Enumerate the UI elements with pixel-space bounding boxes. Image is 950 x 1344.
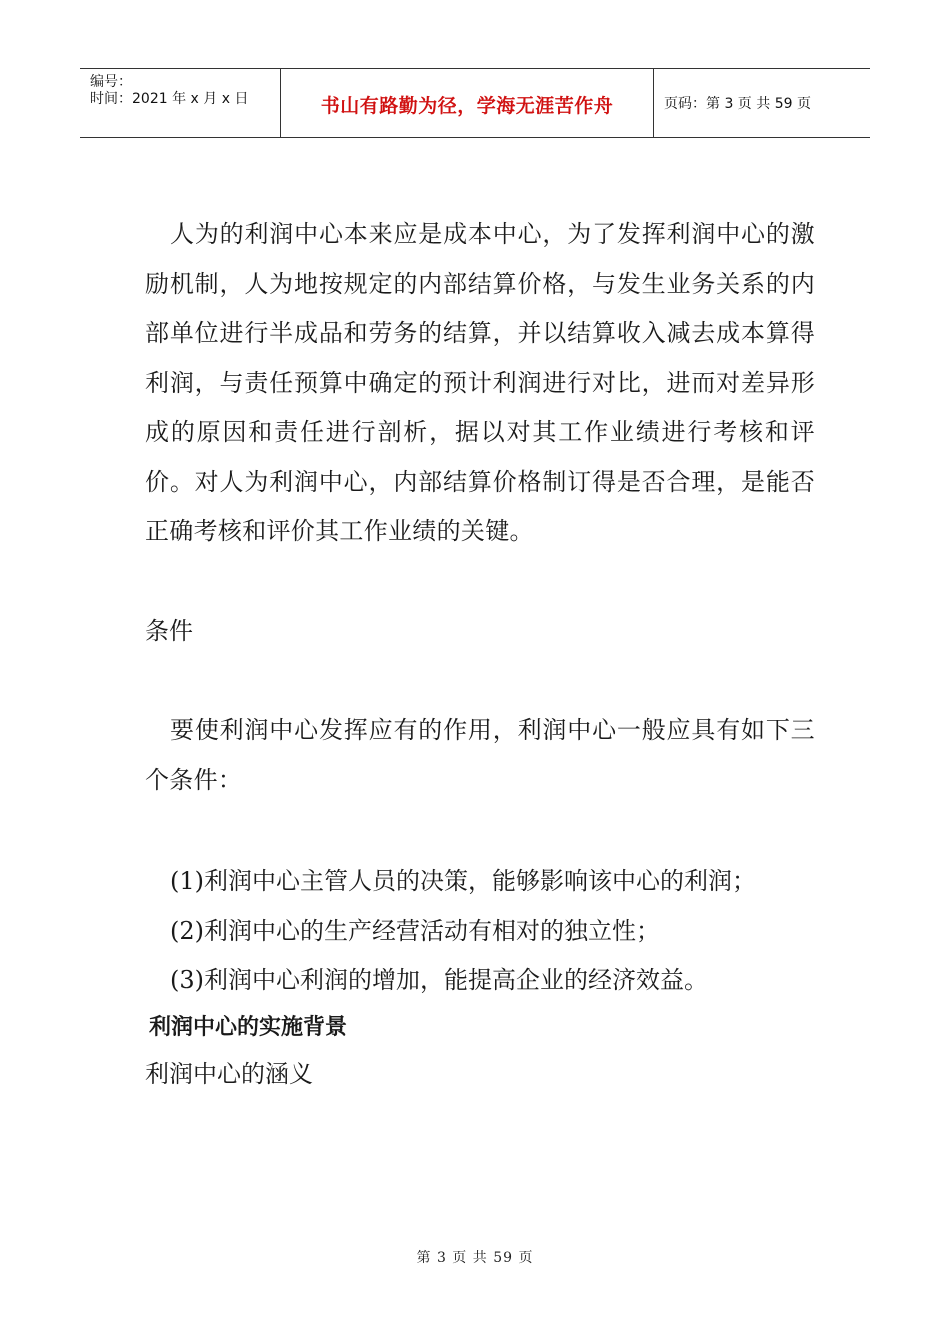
blank-line [145,805,815,857]
page-info-text: 页码：第 3 页 共 59 页 [664,96,811,112]
header-motto-cell [281,69,654,137]
heading-profit-center-meaning: 利润中心的涵义 [145,1059,313,1088]
heading-conditions: 条件 [145,616,193,645]
serial-number-label: 编号： [90,74,132,90]
page-header [80,68,870,138]
condition-item-1: (1)利润中心主管人员的决策，能够影响该中心的利润； [170,867,756,895]
date-label: 时间：2021 年 x 月 x 日 [90,91,249,107]
header-page-info [654,69,870,137]
condition-item-2: (2)利润中心的生产经营活动有相对的独立性； [170,916,660,945]
blank-line [145,656,815,706]
motto-text: 书山有路勤为径，学海无涯苦作舟 [320,94,614,117]
page-footer [0,1247,950,1267]
header-meta [80,69,281,137]
paragraph-artificial-profit-center: 人为的利润中心本来应是成本中心，为了发挥利润中心的激励机制，人为地按规定的内部结算价格，与发生业务关系的内部单位进行半成品和劳务的结算，并以结算收入减去成本算得利润，与责任预算中确定的预计利润进行对比，进而对差异形成的原因和责任进行剖析，据以对其工作业绩进行考核和评价。对人为利润中心，内部结算价格制订得是否合理，是能否正确考核和评价其工作业绩的关键。 [145,220,815,545]
paragraph-conditions-intro: 要使利润中心发挥应有的作用，利润中心一般应具有如下三个条件： [145,716,815,794]
heading-implementation-background: 利润中心的实施背景 [149,1014,348,1040]
blank-line [145,557,815,607]
document-body [145,210,815,1098]
footer-page-number: 第 3 页 共 59 页 [416,1250,534,1266]
condition-item-3: (3)利润中心利润的增加，能提高企业的经济效益。 [170,966,708,994]
